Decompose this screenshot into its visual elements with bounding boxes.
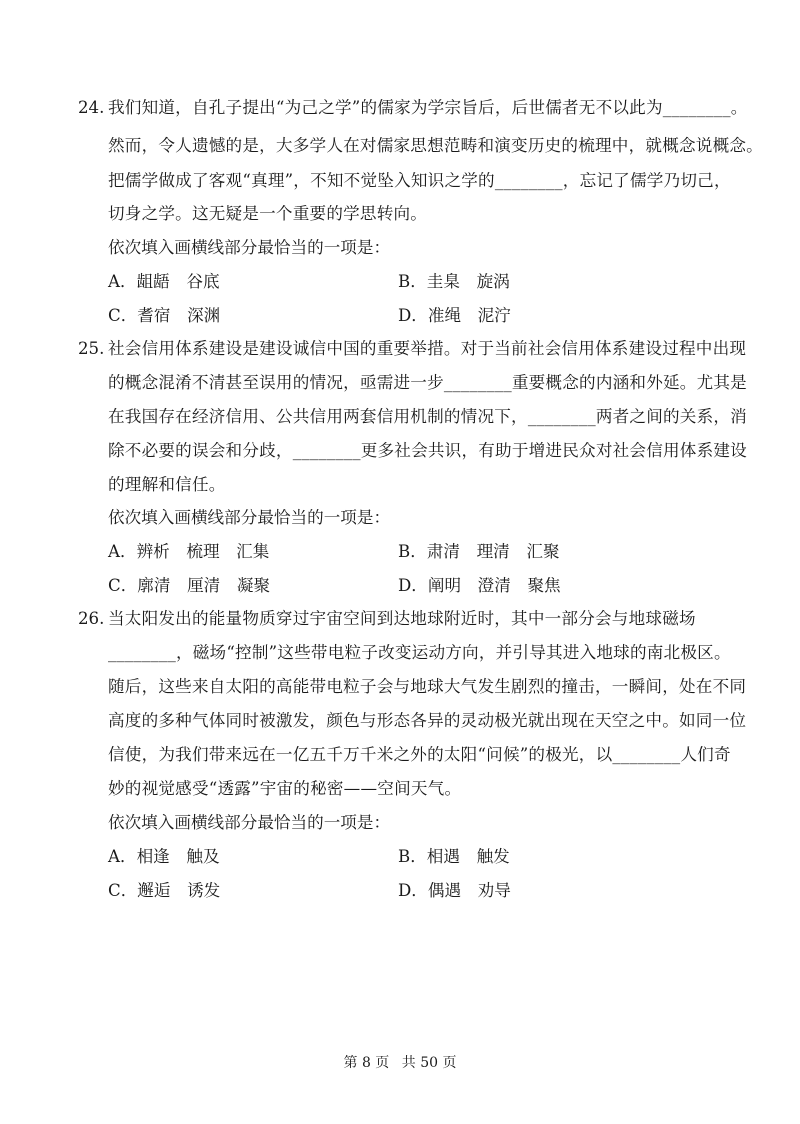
option-a[interactable]: A．龃龉 谷底 [108,272,220,291]
question-text-line: 当太阳发出的能量物质穿过宇宙空间到达地球附近时，其中一部分会与地球磁场 [108,609,696,628]
option-d[interactable]: D．准绳 泥泞 [398,306,511,325]
option-a[interactable]: A．相逢 触及 [108,847,220,866]
question-text-line: 社会信用体系建设是建设诚信中国的重要举措。对于当前社会信用体系建设过程中出现 [108,339,747,358]
question-text-line: 信使，为我们带来远在一亿五千万千米之外的太阳“问候”的极光，以________人们奇 [108,745,731,764]
question-text-line: 我们知道，自孔子提出“为己之学”的儒家为学宗旨后，后世儒者无不以此为________。 [108,98,748,117]
question-instruction: 依次填入画横线部分最恰当的一项是： [108,508,391,527]
question-instruction: 依次填入画横线部分最恰当的一项是： [108,238,391,257]
option-b[interactable]: B．肃清 理清 汇聚 [398,542,560,561]
option-a[interactable]: A．辨析 梳理 汇集 [108,542,270,561]
question-text-line: 高度的多种气体同时被激发，颜色与形态各异的灵动极光就出现在天空之中。如同一位 [108,711,747,730]
question-instruction: 依次填入画横线部分最恰当的一项是： [108,813,391,832]
option-d[interactable]: D．阐明 澄清 聚焦 [398,576,561,595]
option-c[interactable]: C．耆宿 深渊 [108,306,221,325]
total-pages: 共 50 页 [401,1055,457,1071]
option-c[interactable]: C．邂逅 诱发 [108,881,221,900]
question-text-line: 随后，这些来自太阳的高能带电粒子会与地球大气发生剧烈的撞击，一瞬间，处在不同 [108,677,747,696]
option-b[interactable]: B．相遇 触发 [398,847,510,866]
question-text-line: 切身之学。这无疑是一个重要的学思转向。 [108,204,428,223]
question-text-line: 除不必要的误会和分歧，________更多社会共识，有助于增进民众对社会信用体系建设 [108,441,747,460]
question-number: 26. [78,609,105,628]
option-b[interactable]: B．圭臬 旋涡 [398,272,510,291]
question-text-line: 在我国存在经济信用、公共信用两套信用机制的情况下，________两者之间的关系，消 [108,407,747,426]
option-c[interactable]: C．廓清 厘清 凝聚 [108,576,271,595]
question-text-line: 把儒学做成了客观“真理”，不知不觉坠入知识之学的________，忘记了儒学乃切己， [108,171,731,190]
question-text-line: 然而，令人遗憾的是，大多学人在对儒家思想范畴和演变历史的梳理中，就概念说概念。 [108,136,763,155]
question-text-line: 的概念混淆不清甚至误用的情况，亟需进一步________重要概念的内涵和外延。尤其是 [108,373,747,392]
question-number: 25. [78,339,105,358]
question-text-line: ________，磁场“控制”这些带电粒子改变运动方向，并引导其进入地球的南北极区。 [108,643,731,662]
question-number: 24. [78,98,105,117]
page-number: 第 8 页 [343,1055,390,1071]
question-text-line: 妙的视觉感受“透露”宇宙的秘密——空间天气。 [108,779,462,798]
option-d[interactable]: D．偶遇 劝导 [398,881,511,900]
question-text-line: 的理解和信任。 [108,475,226,494]
page-footer [0,1052,800,1072]
